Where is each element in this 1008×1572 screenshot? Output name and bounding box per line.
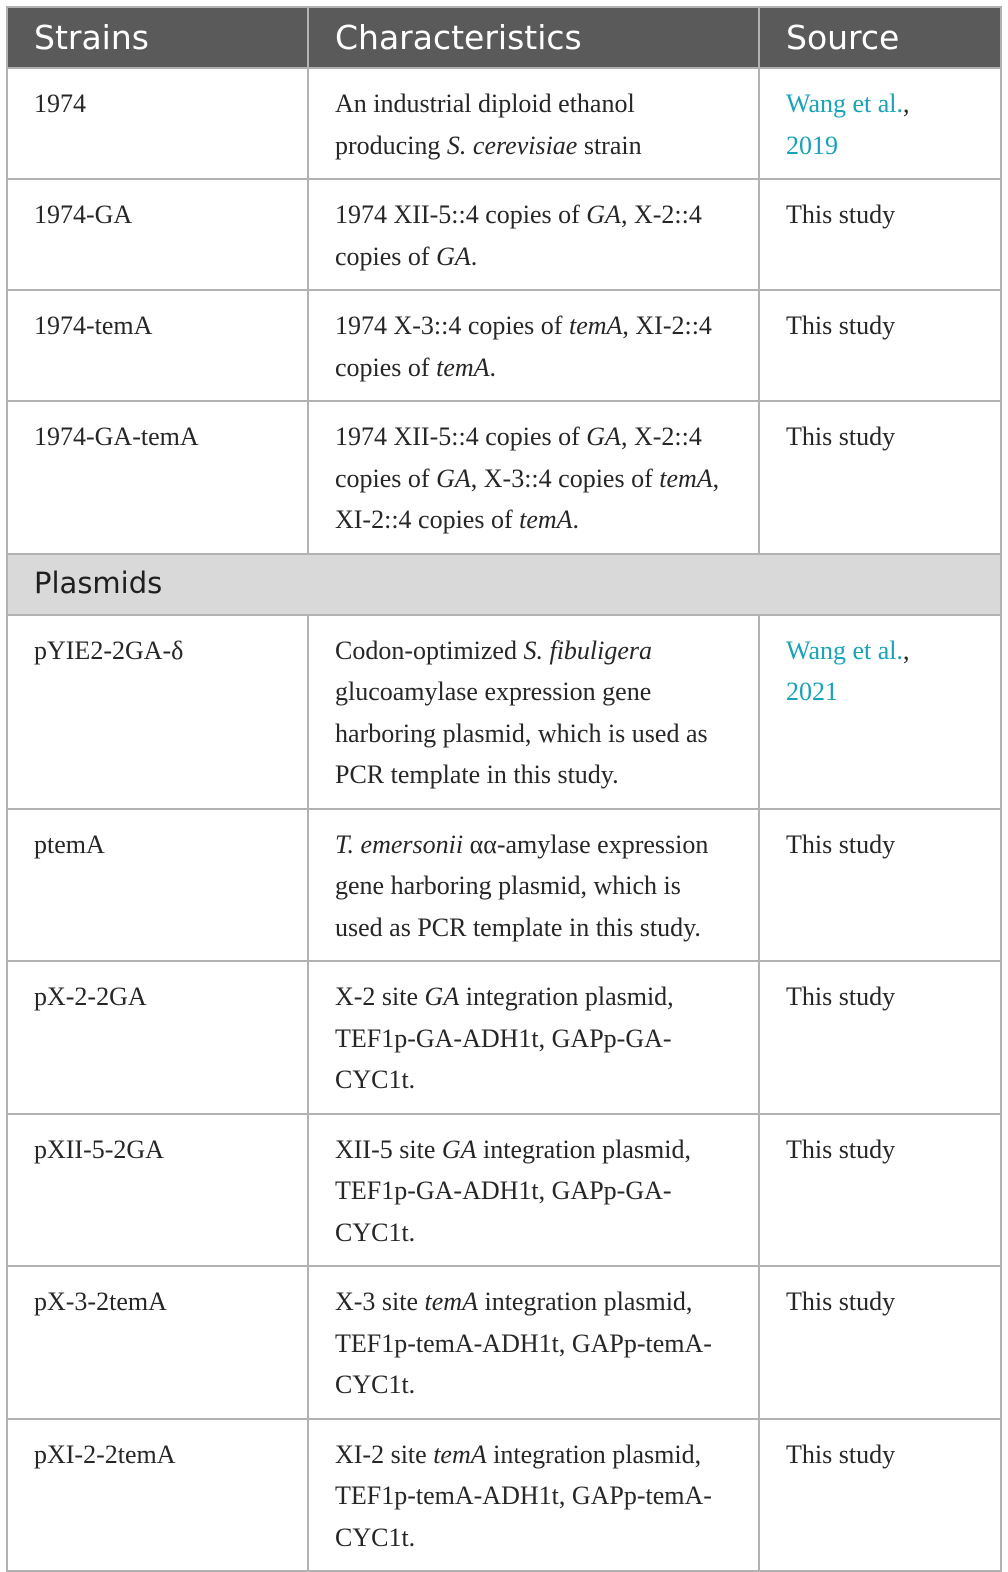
characteristics-italic-text: temA: [659, 463, 713, 493]
characteristics-cell: [308, 961, 759, 1114]
characteristics-cell: [308, 401, 759, 554]
characteristics-text: αα-amylase expression gene harboring plasmid, which is used as PCR template in this study.: [335, 829, 709, 942]
characteristics-text: 1974 X-3::4 copies of: [335, 311, 569, 340]
section-label-plasmids: Plasmids: [7, 554, 1001, 615]
source-text: This study: [786, 311, 896, 340]
characteristics-cell: [308, 1266, 759, 1419]
characteristics-italic-text: temA: [433, 1439, 487, 1469]
table-row: [7, 179, 1001, 290]
characteristics-text: XI-2 site: [335, 1439, 434, 1469]
source-citation-year-link[interactable]: 2021: [786, 677, 838, 706]
characteristics-text: strain: [577, 130, 642, 160]
characteristics-italic-text: GA: [424, 982, 460, 1011]
characteristics-text: glucoamylase expression gene harboring plasmid, which is used as PCR template in this study.: [335, 677, 708, 789]
characteristics-cell: [308, 68, 759, 179]
source-comma: ,: [903, 635, 910, 665]
table-row: [7, 615, 1001, 809]
characteristics-text: X-3 site: [335, 1287, 425, 1316]
source-text: This study: [786, 1134, 896, 1164]
source-text: This study: [786, 1439, 896, 1469]
characteristics-text: integration plasmid, TEF1p-GA-ADH1t, GAPp-GA-CYC1t.: [335, 1134, 691, 1247]
source-cell: [759, 809, 1001, 962]
characteristics-italic-text: temA: [568, 311, 623, 340]
source-citation-year-link[interactable]: 2019: [786, 130, 838, 160]
strain-name-cell: 1974-GA: [7, 179, 308, 290]
characteristics-text: , XI-2::4 copies of: [335, 463, 720, 534]
characteristics-text: .: [470, 241, 478, 271]
strains-plasmids-table: [6, 6, 1002, 1572]
table-row: [7, 809, 1001, 962]
table-row: [7, 401, 1001, 554]
characteristics-text: .: [489, 352, 497, 382]
characteristics-cell: [308, 809, 759, 962]
characteristics-italic-text: S. cerevisiae: [446, 130, 578, 160]
table-body: [7, 68, 1001, 1571]
strain-name-cell: 1974: [7, 68, 308, 179]
source-text: This study: [786, 422, 896, 451]
characteristics-text: X-2 site: [335, 982, 425, 1011]
source-text: This study: [786, 829, 896, 859]
characteristics-text: integration plasmid, TEF1p-GA-ADH1t, GAPp-GA-CYC1t.: [335, 982, 674, 1094]
characteristics-italic-text: T. emersonii: [335, 829, 464, 859]
source-cell: [759, 179, 1001, 290]
characteristics-cell: [308, 1419, 759, 1572]
characteristics-italic-text: GA: [436, 463, 471, 493]
strain-name-cell: pX-3-2temA: [7, 1266, 308, 1419]
characteristics-cell: [308, 290, 759, 401]
strain-name-cell: 1974-temA: [7, 290, 308, 401]
strain-name-cell: pXII-5-2GA: [7, 1114, 308, 1267]
source-text: This study: [786, 200, 896, 229]
characteristics-italic-text: temA: [519, 505, 573, 534]
table-row: [7, 1419, 1001, 1572]
table-row: [7, 961, 1001, 1114]
source-citation-link[interactable]: Wang et al.: [786, 635, 904, 665]
section-row-plasmids: [7, 554, 1001, 615]
characteristics-italic-text: GA: [441, 1134, 477, 1164]
header-strains: Strains: [7, 7, 308, 68]
strain-name-cell: pYIE2-2GA-δ: [7, 615, 308, 809]
characteristics-italic-text: GA: [586, 200, 621, 229]
characteristics-text: , X-2::4 copies of: [335, 200, 702, 271]
source-cell: [759, 68, 1001, 179]
table-row: [7, 290, 1001, 401]
characteristics-text: An industrial diploid ethanol producing: [335, 89, 635, 160]
source-comma: ,: [903, 89, 910, 118]
source-text: This study: [786, 982, 896, 1011]
source-cell: [759, 1266, 1001, 1419]
strain-name-cell: pXI-2-2temA: [7, 1419, 308, 1572]
characteristics-text: integration plasmid, TEF1p-temA-ADH1t, GAPp-temA-CYC1t.: [335, 1439, 712, 1552]
source-cell: [759, 961, 1001, 1114]
source-cell: [759, 1114, 1001, 1267]
characteristics-italic-text: S. fibuligera: [523, 635, 653, 665]
characteristics-italic-text: temA: [436, 352, 490, 382]
characteristics-cell: [308, 179, 759, 290]
characteristics-cell: [308, 1114, 759, 1267]
table-row: [7, 68, 1001, 179]
characteristics-italic-text: temA: [424, 1287, 478, 1316]
header-characteristics: Characteristics: [308, 7, 759, 68]
characteristics-text: , X-3::4 copies of: [470, 463, 660, 493]
source-citation-link[interactable]: Wang et al.: [786, 89, 904, 118]
source-cell: [759, 1419, 1001, 1572]
characteristics-text: XII-5 site: [335, 1134, 442, 1164]
strain-name-cell: 1974-GA-temA: [7, 401, 308, 554]
characteristics-cell: [308, 615, 759, 809]
characteristics-text: 1974 XII-5::4 copies of: [335, 200, 587, 229]
table-row: [7, 1266, 1001, 1419]
header-source: Source: [759, 7, 1001, 68]
source-cell: [759, 401, 1001, 554]
characteristics-italic-text: GA: [436, 241, 471, 271]
characteristics-text: , XI-2::4 copies of: [335, 311, 712, 382]
characteristics-text: 1974 XII-5::4 copies of: [335, 422, 587, 451]
source-cell: [759, 615, 1001, 809]
strain-name-cell: pX-2-2GA: [7, 961, 308, 1114]
table-row: [7, 1114, 1001, 1267]
characteristics-text: Codon-optimized: [335, 635, 524, 665]
characteristics-italic-text: GA: [586, 422, 621, 451]
header-row: [7, 7, 1001, 68]
source-cell: [759, 290, 1001, 401]
source-text: This study: [786, 1287, 896, 1316]
strain-name-cell: ptemA: [7, 809, 308, 962]
characteristics-text: .: [572, 505, 580, 534]
characteristics-text: , X-2::4 copies of: [335, 422, 702, 493]
characteristics-text: integration plasmid, TEF1p-temA-ADH1t, GAPp-temA-CYC1t.: [335, 1287, 712, 1399]
